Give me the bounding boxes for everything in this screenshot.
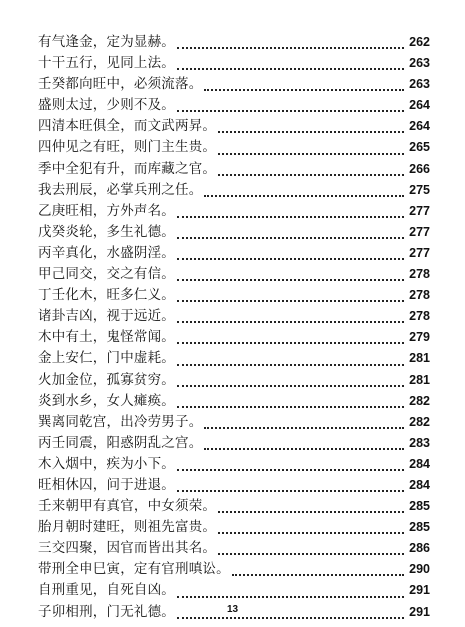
toc-entry-page: 279 (409, 330, 430, 345)
toc-entry-title: 带刑全申巳寅，定有官刑嗔讼。 (38, 561, 230, 578)
toc-entry-page: 286 (409, 541, 430, 556)
toc-entry-title: 巽离同乾宫，出冷劳男子。 (38, 413, 203, 430)
toc-entry-page: 284 (409, 477, 430, 492)
toc-entry-page: 284 (409, 456, 430, 471)
toc-entry-title: 丙壬同震，阳惑阴乱之宫。 (38, 434, 203, 451)
toc-entry[interactable] (38, 496, 430, 517)
dot-leader (204, 419, 404, 429)
toc-entry-title: 甲己同交，交之有信。 (38, 266, 175, 283)
toc-entry-title: 木中有土，鬼怪常闻。 (38, 329, 175, 346)
toc-entry-page: 283 (409, 435, 430, 450)
toc-entry-title: 旺相休囚，问于进退。 (38, 476, 175, 493)
toc-entry-title: 乙庚旺相，方外声名。 (38, 202, 175, 219)
toc-entry-title: 木入烟中，疾为小下。 (38, 455, 175, 472)
toc-entry-page: 281 (409, 351, 430, 366)
dot-leader (177, 208, 404, 218)
toc-entry[interactable] (38, 391, 430, 412)
toc-entry-title: 子卯相刑，门无礼德。 (38, 603, 175, 620)
dot-leader (177, 588, 404, 598)
toc-entry[interactable] (38, 180, 430, 201)
toc-entry-page: 278 (409, 288, 430, 303)
toc-entry[interactable] (38, 348, 430, 369)
dot-leader (177, 461, 404, 471)
toc-entry-title: 四仲见之有旺，则门主生贵。 (38, 139, 217, 156)
dot-leader (177, 356, 404, 366)
dot-leader (218, 166, 404, 176)
toc-entry-title: 四清本旺俱全，而文武两昇。 (38, 118, 217, 135)
toc-entry[interactable] (38, 137, 430, 158)
toc-entry[interactable] (38, 74, 430, 95)
toc-entry-title: 季中全犯有升，而库藏之官。 (38, 160, 217, 177)
toc-entry-page: 281 (409, 372, 430, 387)
toc-entry-title: 丁壬化木，旺多仁义。 (38, 287, 175, 304)
dot-leader (177, 482, 404, 492)
dot-leader (177, 229, 404, 239)
dot-leader (218, 524, 404, 534)
toc-entry[interactable] (38, 559, 430, 580)
toc-entry[interactable] (38, 201, 430, 222)
dot-leader (177, 102, 404, 112)
toc-entry-page: 263 (409, 56, 430, 71)
toc-entry[interactable] (38, 517, 430, 538)
toc-entry-page: 282 (409, 393, 430, 408)
toc-entry-title: 我去刑辰，必掌兵刑之任。 (38, 181, 203, 198)
toc-entry-title: 十干五行，见同上法。 (38, 55, 175, 72)
toc-entry[interactable] (38, 285, 430, 306)
toc-entry-title: 盛则太过，少则不及。 (38, 97, 175, 114)
toc-entry-page: 277 (409, 245, 430, 260)
toc-entry-page: 264 (409, 98, 430, 113)
toc-entry-page: 263 (409, 77, 430, 92)
toc-entry-page: 291 (409, 583, 430, 598)
toc-entry-page: 285 (409, 520, 430, 535)
toc-entry-title: 丙辛真化，水盛阴淫。 (38, 244, 175, 261)
dot-leader (177, 60, 404, 70)
page-number: 13 (226, 604, 239, 615)
toc-entry[interactable] (38, 95, 430, 116)
toc-entry-title: 火加金位，孤寡贫穷。 (38, 371, 175, 388)
toc-entry[interactable] (38, 32, 430, 53)
toc-entry-title: 诸卦吉凶，视于远近。 (38, 308, 175, 325)
toc-entry[interactable] (38, 538, 430, 559)
toc-entry-page: 265 (409, 140, 430, 155)
toc-entry-title: 壬来朝甲有真官，中女须荣。 (38, 498, 217, 515)
toc-entry-page: 277 (409, 224, 430, 239)
dot-leader (218, 545, 404, 555)
toc-entry[interactable] (38, 159, 430, 180)
toc-entry-page: 262 (409, 35, 430, 49)
toc-entry[interactable] (38, 475, 430, 496)
toc-entry-page: 290 (409, 562, 430, 577)
dot-leader (204, 81, 404, 91)
toc-entry-page: 278 (409, 267, 430, 282)
toc-entry[interactable] (38, 580, 430, 601)
toc-entry[interactable] (38, 327, 430, 348)
toc-entry[interactable] (38, 370, 430, 391)
dot-leader (177, 334, 404, 344)
toc-entry-page: 278 (409, 309, 430, 324)
toc-entry-title: 自刑重见，自死自凶。 (38, 582, 175, 599)
toc-entry[interactable] (38, 433, 430, 454)
dot-leader (177, 398, 404, 408)
toc-entry[interactable] (38, 222, 430, 243)
dot-leader (177, 313, 404, 323)
toc-entry-page: 282 (409, 414, 430, 429)
toc-entry-page: 266 (409, 161, 430, 176)
toc-entry[interactable] (38, 412, 430, 433)
toc-entry-page: 291 (409, 604, 430, 619)
dot-leader (218, 123, 404, 133)
toc-entry-page: 275 (409, 182, 430, 197)
toc-entry[interactable] (38, 53, 430, 74)
dot-leader (177, 292, 404, 302)
toc-entry[interactable] (38, 116, 430, 137)
dot-leader (204, 440, 404, 450)
toc-entry[interactable] (38, 306, 430, 327)
toc-entry[interactable] (38, 264, 430, 285)
toc-entry-title: 戊癸炎轮，多生礼德。 (38, 223, 175, 240)
toc-entry-title: 炎到水乡，女人瘫痪。 (38, 392, 175, 409)
toc-entry-title: 壬癸都向旺中，必须流落。 (38, 76, 203, 93)
dot-leader (177, 377, 404, 387)
toc-entry[interactable] (38, 243, 430, 264)
table-of-contents (38, 32, 430, 623)
dot-leader (204, 187, 404, 197)
toc-entry-page: 264 (409, 119, 430, 134)
dot-leader (232, 566, 404, 576)
toc-entry-page: 277 (409, 203, 430, 218)
toc-entry-title: 胎月朝时建旺，则祖先富贵。 (38, 519, 217, 536)
dot-leader (177, 39, 404, 49)
dot-leader (218, 145, 404, 155)
toc-entry-title: 三交四聚，因官而皆出其名。 (38, 540, 217, 557)
dot-leader (218, 503, 404, 513)
toc-entry[interactable] (38, 454, 430, 475)
dot-leader (177, 250, 404, 260)
dot-leader (177, 271, 404, 281)
toc-entry-page: 285 (409, 499, 430, 514)
toc-entry-title: 有气逢金，定为显赫。 (38, 34, 175, 50)
toc-entry-title: 金上安仁，门中虚耗。 (38, 350, 175, 367)
